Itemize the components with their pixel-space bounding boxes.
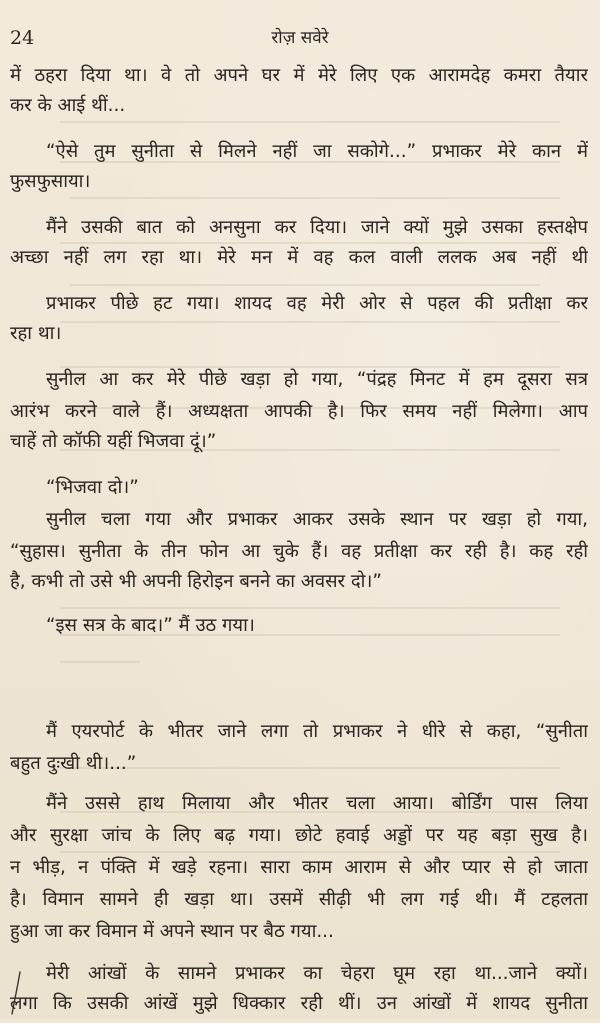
running-title: रोज़ सवेरे	[271, 28, 329, 48]
text-line: बहुत दुःखी थी।...”	[10, 753, 137, 774]
text-line: आरंभ करने वाले हैं। अध्यक्षता आपकी है। फिर समय नहीं मिलेगा। आप	[10, 401, 588, 422]
page-number: 24	[10, 27, 35, 49]
text-line: फुसफुसाया।	[10, 171, 91, 192]
text-line: प्रभाकर पीछे हट गया। शायद वह मेरी ओर से पहल की प्रतीक्षा कर	[46, 293, 588, 314]
text-line: मैं एयरपोर्ट के भीतर जाने लगा तो प्रभाकर ने धीरे से कहा, “सुनीता	[46, 721, 588, 742]
text-line: कर के आई थीं...	[10, 95, 126, 116]
text-line: में ठहरा दिया था। वे तो अपने घर में मेरे लिए एक आरामदेह कमरा तैयार	[10, 65, 588, 86]
text-line: और सुरक्षा जांच के लिए बढ़ गया। छोटे हवाई अड्डों पर यह बड़ा सुख है।	[10, 825, 588, 846]
text-line: मेरी आंखों के सामने प्रभाकर का चेहरा घूम रहा था...जाने क्यों।	[46, 963, 588, 984]
pen-mark	[6, 968, 46, 1018]
text-line: सुनील आ कर मेरे पीछे खड़ा हो गया, “पंद्रह मिनट में हम दूसरा सत्र	[46, 369, 588, 390]
text-line: “भिजवा दो।”	[46, 477, 139, 498]
text-line: है। विमान सामने ही खड़ा था। उसमें सीढ़ी भी लग गई थी। मैं टहलता	[10, 889, 588, 910]
text-line: न भीड़, न पंक्ति में खड़े रहना। सारा काम आराम से और प्यार से हो जाता	[10, 857, 588, 878]
text-line: लगा कि उसकी आंखें मुझे धिक्कार रही थीं। उन आंखों में शायद सुनीता	[10, 993, 588, 1014]
text-line: “इस सत्र के बाद।” मैं उठ गया।	[46, 615, 255, 636]
page-header	[0, 26, 600, 50]
text-line: रहा था।	[10, 323, 62, 344]
text-line: चाहें तो कॉफी यहीं भिजवा दूं।”	[10, 431, 217, 452]
text-line: अच्छा नहीं लग रहा था। मेरे मन में वह कल वाली ललक अब नहीं थी	[10, 247, 588, 268]
text-line: मैंने उससे हाथ मिलाया और भीतर चला आया। बोर्डिंग पास लिया	[46, 793, 588, 814]
text-line: मैंने उसकी बात को अनसुना कर दिया। जाने क्यों मुझे उसका हस्तक्षेप	[46, 217, 588, 238]
text-line: “सुहास। सुनीता के तीन फोन आ चुके हैं। वह प्रतीक्षा कर रही है। कह रही	[10, 541, 588, 562]
text-line: “ऐसे तुम सुनीता से मिलने नहीं जा सकोगे...” प्रभाकर मेरे कान में	[46, 141, 588, 162]
text-line: सुनील चला गया और प्रभाकर आकर उसके स्थान पर खड़ा हो गया,	[46, 509, 588, 530]
text-line: हुआ जा कर विमान में अपने स्थान पर बैठ गया...	[10, 921, 334, 942]
text-line: है, कभी तो उसे भी अपनी हिरोइन बनने का अवसर दो।”	[10, 571, 382, 592]
